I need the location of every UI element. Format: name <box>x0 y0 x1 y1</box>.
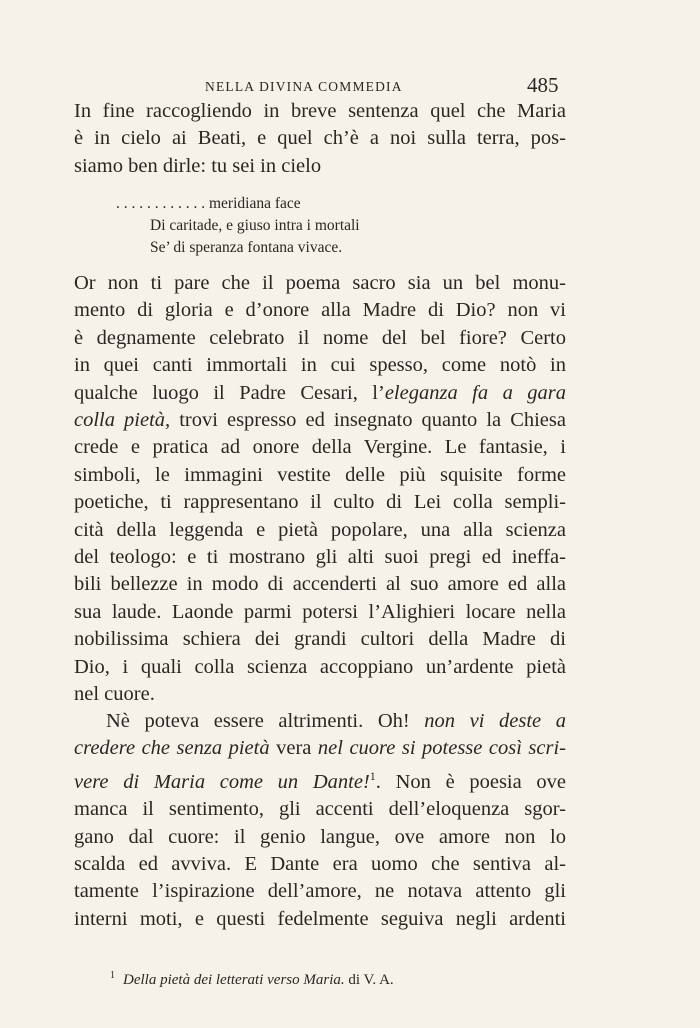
text-line: cità della leggenda e pietà popolare, una alla scienza <box>74 518 566 541</box>
verse-line: . . . . . . . . . . . . meridiana face <box>116 195 301 212</box>
text-line: crede e pratica ad onore della Vergine. Le fantasie, i <box>74 436 566 459</box>
text-line <box>74 708 566 735</box>
verse-line: Se’ di speranza fontana vivace. <box>150 239 343 256</box>
text-line: tamente l’ispirazione dell’amore, ne notava attento gli <box>74 880 566 903</box>
text-segment: vera <box>269 737 318 760</box>
italic-phrase: colla pietà, <box>74 409 171 432</box>
text-line: scalda ed avviva. E Dante era uomo che sentiva al- <box>74 853 566 876</box>
text-line: simboli, le immagini vestite delle più squisite forme <box>74 463 566 486</box>
text-line <box>74 763 566 796</box>
text-segment: . Non è poesia ove <box>375 770 566 793</box>
text-line: siamo ben dirle: tu sei in cielo <box>74 154 322 177</box>
text-segment: Nè poteva essere altrimenti. Oh! <box>106 710 425 732</box>
text-line: in quei canti immortali in cui spesso, come notò in <box>74 354 566 377</box>
italic-phrase: non vi deste a <box>424 710 566 732</box>
text-segment: trovi espresso ed insegnato quanto la Chiesa <box>170 409 566 432</box>
italic-phrase: vere di Maria come un Dante! <box>74 770 370 793</box>
text-line <box>74 380 566 407</box>
text-line: gano dal cuore: il genio langue, ove amore non lo <box>74 825 566 848</box>
text-line: è in cielo ai Beati, e quel ch’è a noi sulla terra, pos- <box>74 127 566 150</box>
text-line: nobilissima schiera dei grandi cultori della Madre di <box>74 628 566 651</box>
footnote-reference: 1 <box>369 768 376 783</box>
text-line: In fine raccogliendo in breve sentenza quel che Maria <box>74 100 566 122</box>
text-line: sua laude. Laonde parmi potersi l’Alighieri locare nella <box>74 600 566 623</box>
text-line: è degnamente celebrato il nome del bel fiore? Certo <box>74 326 566 349</box>
page-number: 485 <box>527 73 559 97</box>
footnote-attribution: di V. A. <box>344 972 394 988</box>
footnote <box>110 970 394 989</box>
text-line: nel cuore. <box>74 683 155 706</box>
paragraph-2 <box>74 270 566 709</box>
verse-line: Di caritade, e giuso intra i mortali <box>150 217 360 234</box>
paragraph-3 <box>74 708 566 933</box>
italic-phrase: eleganza fa a gara <box>384 381 566 404</box>
text-line <box>74 735 566 762</box>
italic-phrase: credere che senza pietà <box>74 737 270 760</box>
text-line <box>74 407 566 434</box>
text-line: poetiche, ti rappresentano il culto di Lei colla sempli- <box>74 491 566 514</box>
text-line: Dio, i quali colla scienza accoppiano un’ardente pietà <box>74 655 566 678</box>
text-line: mento di gloria e d’onore alla Madre di Dio? non vi <box>74 299 566 322</box>
footnote-marker: 1 <box>110 970 115 981</box>
running-title: NELLA DIVINA COMMEDIA <box>205 79 403 94</box>
text-line: manca il sentimento, gli accenti dell’eloquenza sgor- <box>74 798 566 821</box>
text-line: bili bellezze in modo di accenderti al suo amore ed alla <box>74 573 566 596</box>
paragraph-1 <box>74 98 566 180</box>
footnote-title: Della pietà dei letterati verso Maria. <box>123 972 345 988</box>
text-line: del teologo: e ti mostrano gli alti suoi pregi ed ineffa- <box>74 546 566 569</box>
italic-phrase: nel cuore si potesse così scri- <box>317 737 566 760</box>
verse-quotation <box>116 193 360 259</box>
text-line: interni moti, e questi fedelmente seguiva negli ardenti <box>74 907 566 930</box>
text-line: Or non ti pare che il poema sacro sia un bel monu- <box>74 272 566 294</box>
text-segment: qualche luogo il Padre Cesari, l’ <box>74 381 385 404</box>
